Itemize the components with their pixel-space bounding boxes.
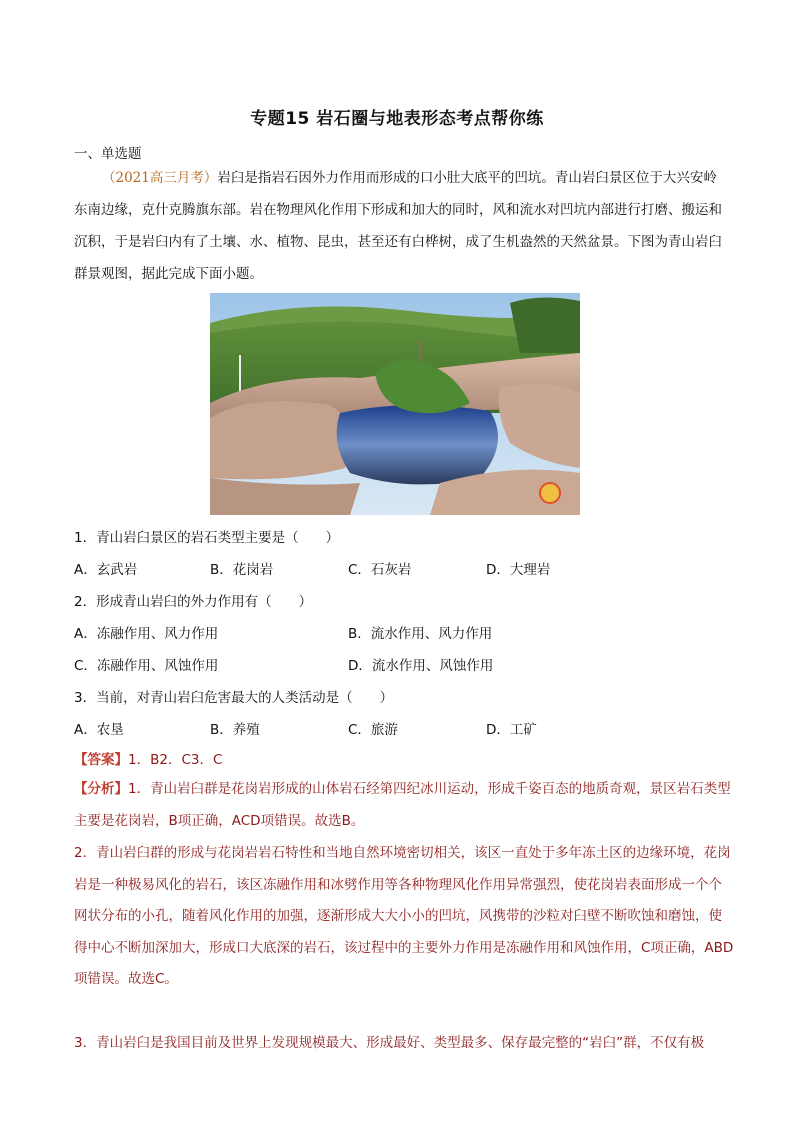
q3-option-c: C．旅游 [348,722,398,738]
q2-option-a: A．冻融作用、风力作用 [74,626,219,642]
analysis-text-1: 1．青山岩臼群是花岗岩形成的山体岩石经第四纪冰川运动，形成千姿百态的地质奇观，景区岩石类型主要是花岗岩，B项正确，ACD项错误。故选B。 [74,781,731,829]
analysis-paragraph-3: 3．青山岩臼是我国目前及世界上发现规模最大、形成最好、类型最多、保存最完整的“岩臼”群，不仅有极 [74,1035,705,1051]
question-1-stem: 1．青山岩臼景区的岩石类型主要是（ ） [74,530,340,546]
q1-option-c: C．石灰岩 [348,562,412,578]
analysis-paragraph-1 [74,774,734,837]
q2-option-d: D．流水作用、风蚀作用 [348,658,494,674]
analysis-tag: 【分析】 [74,781,128,797]
page-title: 专题15 岩石圈与地表形态考点帮你练 [250,109,544,129]
intro-paragraph [74,162,724,290]
analysis-paragraph-2: 2．青山岩臼群的形成与花岗岩岩石特性和当地自然环境密切相关，该区一直处于多年冻土区的边缘环境，花岗岩是一种极易风化的岩石，该区冻融作用和冰劈作用等各种物理风化作用异常强烈，使花岗岩表面形成一个个网状分布的小孔，随着风化作用的加强，逐渐形成大大小小的凹坑，风携带的沙粒对臼壁不断吹蚀和磨蚀，使得中心不断加深加大，形成口大底深的岩石，该过程中的主要外力作用是冻融作用和风蚀作用，C项正确，ABD项错误。故选C。 [74,845,734,987]
q1-option-b: B．花岗岩 [210,562,274,578]
q3-option-b: B．养殖 [210,722,260,738]
q1-option-a: A．玄武岩 [74,562,138,578]
question-2-stem: 2．形成青山岩臼的外力作用有（ ） [74,594,313,610]
answer-tag: 【答案】 [74,752,128,768]
question-3-stem: 3．当前，对青山岩臼危害最大的人类活动是（ ） [74,690,394,706]
q2-option-c: C．冻融作用、风蚀作用 [74,658,219,674]
q1-option-d: D．大理岩 [486,562,551,578]
source-tag: （2021高三月考） [102,170,218,186]
section-heading: 一、单选题 [74,146,142,162]
answer-line [74,748,222,768]
q3-option-a: A．农垦 [74,722,124,738]
rock-mortar-photo [210,293,580,515]
q2-option-b: B．流水作用、风力作用 [348,626,493,642]
landscape-illustration [210,293,580,515]
answer-text: 1．B2．C3．C [128,752,223,768]
intro-text: 岩臼是指岩石因外力作用而形成的口小肚大底平的凹坑。青山岩臼景区位于大兴安岭东南边缘，克什克腾旗东部。岩在物理风化作用下形成和加大的同时，风和流水对凹坑内部进行打磨、搬运和沉积，于是岩臼内有了土壤、水、植物、昆虫，甚至还有白桦树，成了生机盎然的天然盆景。下图为青山岩臼群景观图，据此完成下面小题。 [74,170,722,282]
q3-option-d: D．工矿 [486,722,537,738]
